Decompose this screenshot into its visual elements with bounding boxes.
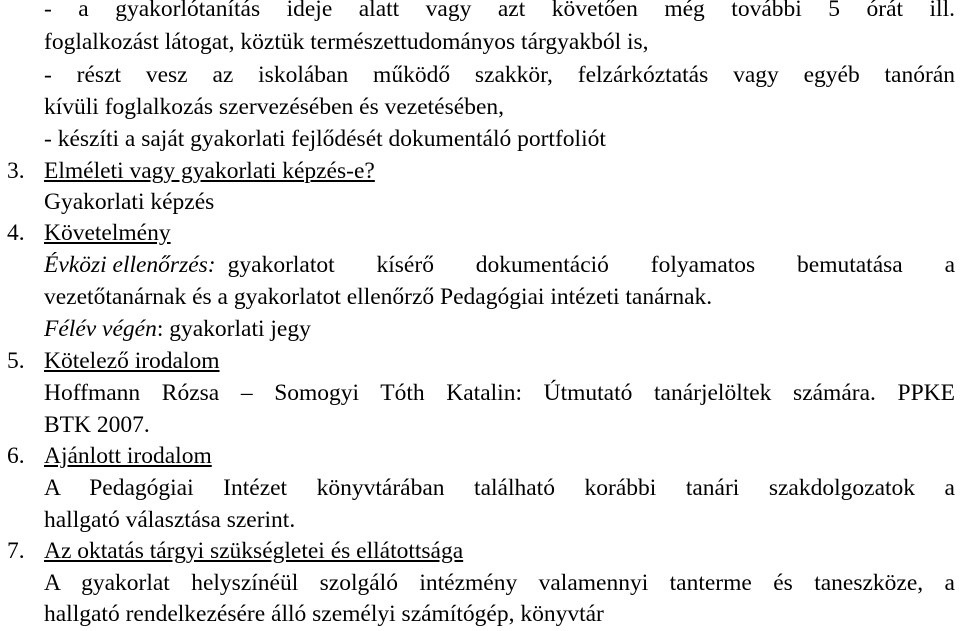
section-heading: Elméleti vagy gyakorlati képzés-e? bbox=[44, 158, 375, 184]
assessment-text: gyakorlatot kísérő dokumentáció folyamatos bemutatása a bbox=[227, 252, 955, 278]
section-body: A Pedagógiai Intézet könyvtárában található korábbi tanári szakdolgozatok a bbox=[44, 475, 955, 501]
section-body: Hoffmann Rózsa – Somogyi Tóth Katalin: Útmutató tanárjelöltek számára. PPKE bbox=[44, 380, 955, 406]
section-number: 3. bbox=[7, 158, 25, 184]
section-number: 4. bbox=[7, 220, 25, 246]
text-line: - a gyakorlótanítás ideje alatt vagy azt követően még további 5 órát ill. bbox=[44, 0, 955, 22]
section-number: 6. bbox=[7, 443, 25, 469]
section-body: BTK 2007. bbox=[44, 412, 150, 438]
text-line: - készíti a saját gyakorlati fejlődését dokumentáló portfoliót bbox=[44, 126, 606, 152]
section-heading: Ajánlott irodalom bbox=[44, 443, 212, 469]
section-body: hallgató választása szerint. bbox=[44, 507, 296, 533]
section-heading: Az oktatás tárgyi szükségletei és ellátottsága bbox=[44, 538, 464, 564]
semester-end-label: Félév végén bbox=[44, 316, 157, 342]
section-heading: Követelmény bbox=[44, 220, 171, 246]
section-heading: Kötelező irodalom bbox=[44, 348, 220, 374]
text-line: - részt vesz az iskolában működő szakkör, felzárkóztatás vagy egyéb tanórán bbox=[44, 62, 955, 88]
section-body: hallgató rendelkezésére álló személyi számítógép, könyvtár bbox=[44, 601, 604, 627]
section-body-row bbox=[44, 312, 311, 346]
assessment-label: Évközi ellenőrzés: bbox=[44, 252, 216, 278]
text-line: foglalkozást látogat, köztük természettudományos tárgyakból is, bbox=[44, 29, 649, 55]
semester-end-text: : gyakorlati jegy bbox=[156, 316, 311, 342]
section-body: Gyakorlati képzés bbox=[44, 189, 215, 215]
section-body: A gyakorlat helyszínéül szolgáló intézmény valamennyi tanterme és taneszköze, a bbox=[44, 570, 955, 596]
section-number: 7. bbox=[7, 538, 25, 564]
section-body: vezetőtanárnak és a gyakorlatot ellenőrző Pedagógiai intézeti tanárnak. bbox=[44, 284, 713, 310]
text-line: kívüli foglalkozás szervezésében és vezetésében, bbox=[44, 94, 504, 120]
section-number: 5. bbox=[7, 348, 25, 374]
section-body-row bbox=[44, 248, 955, 282]
